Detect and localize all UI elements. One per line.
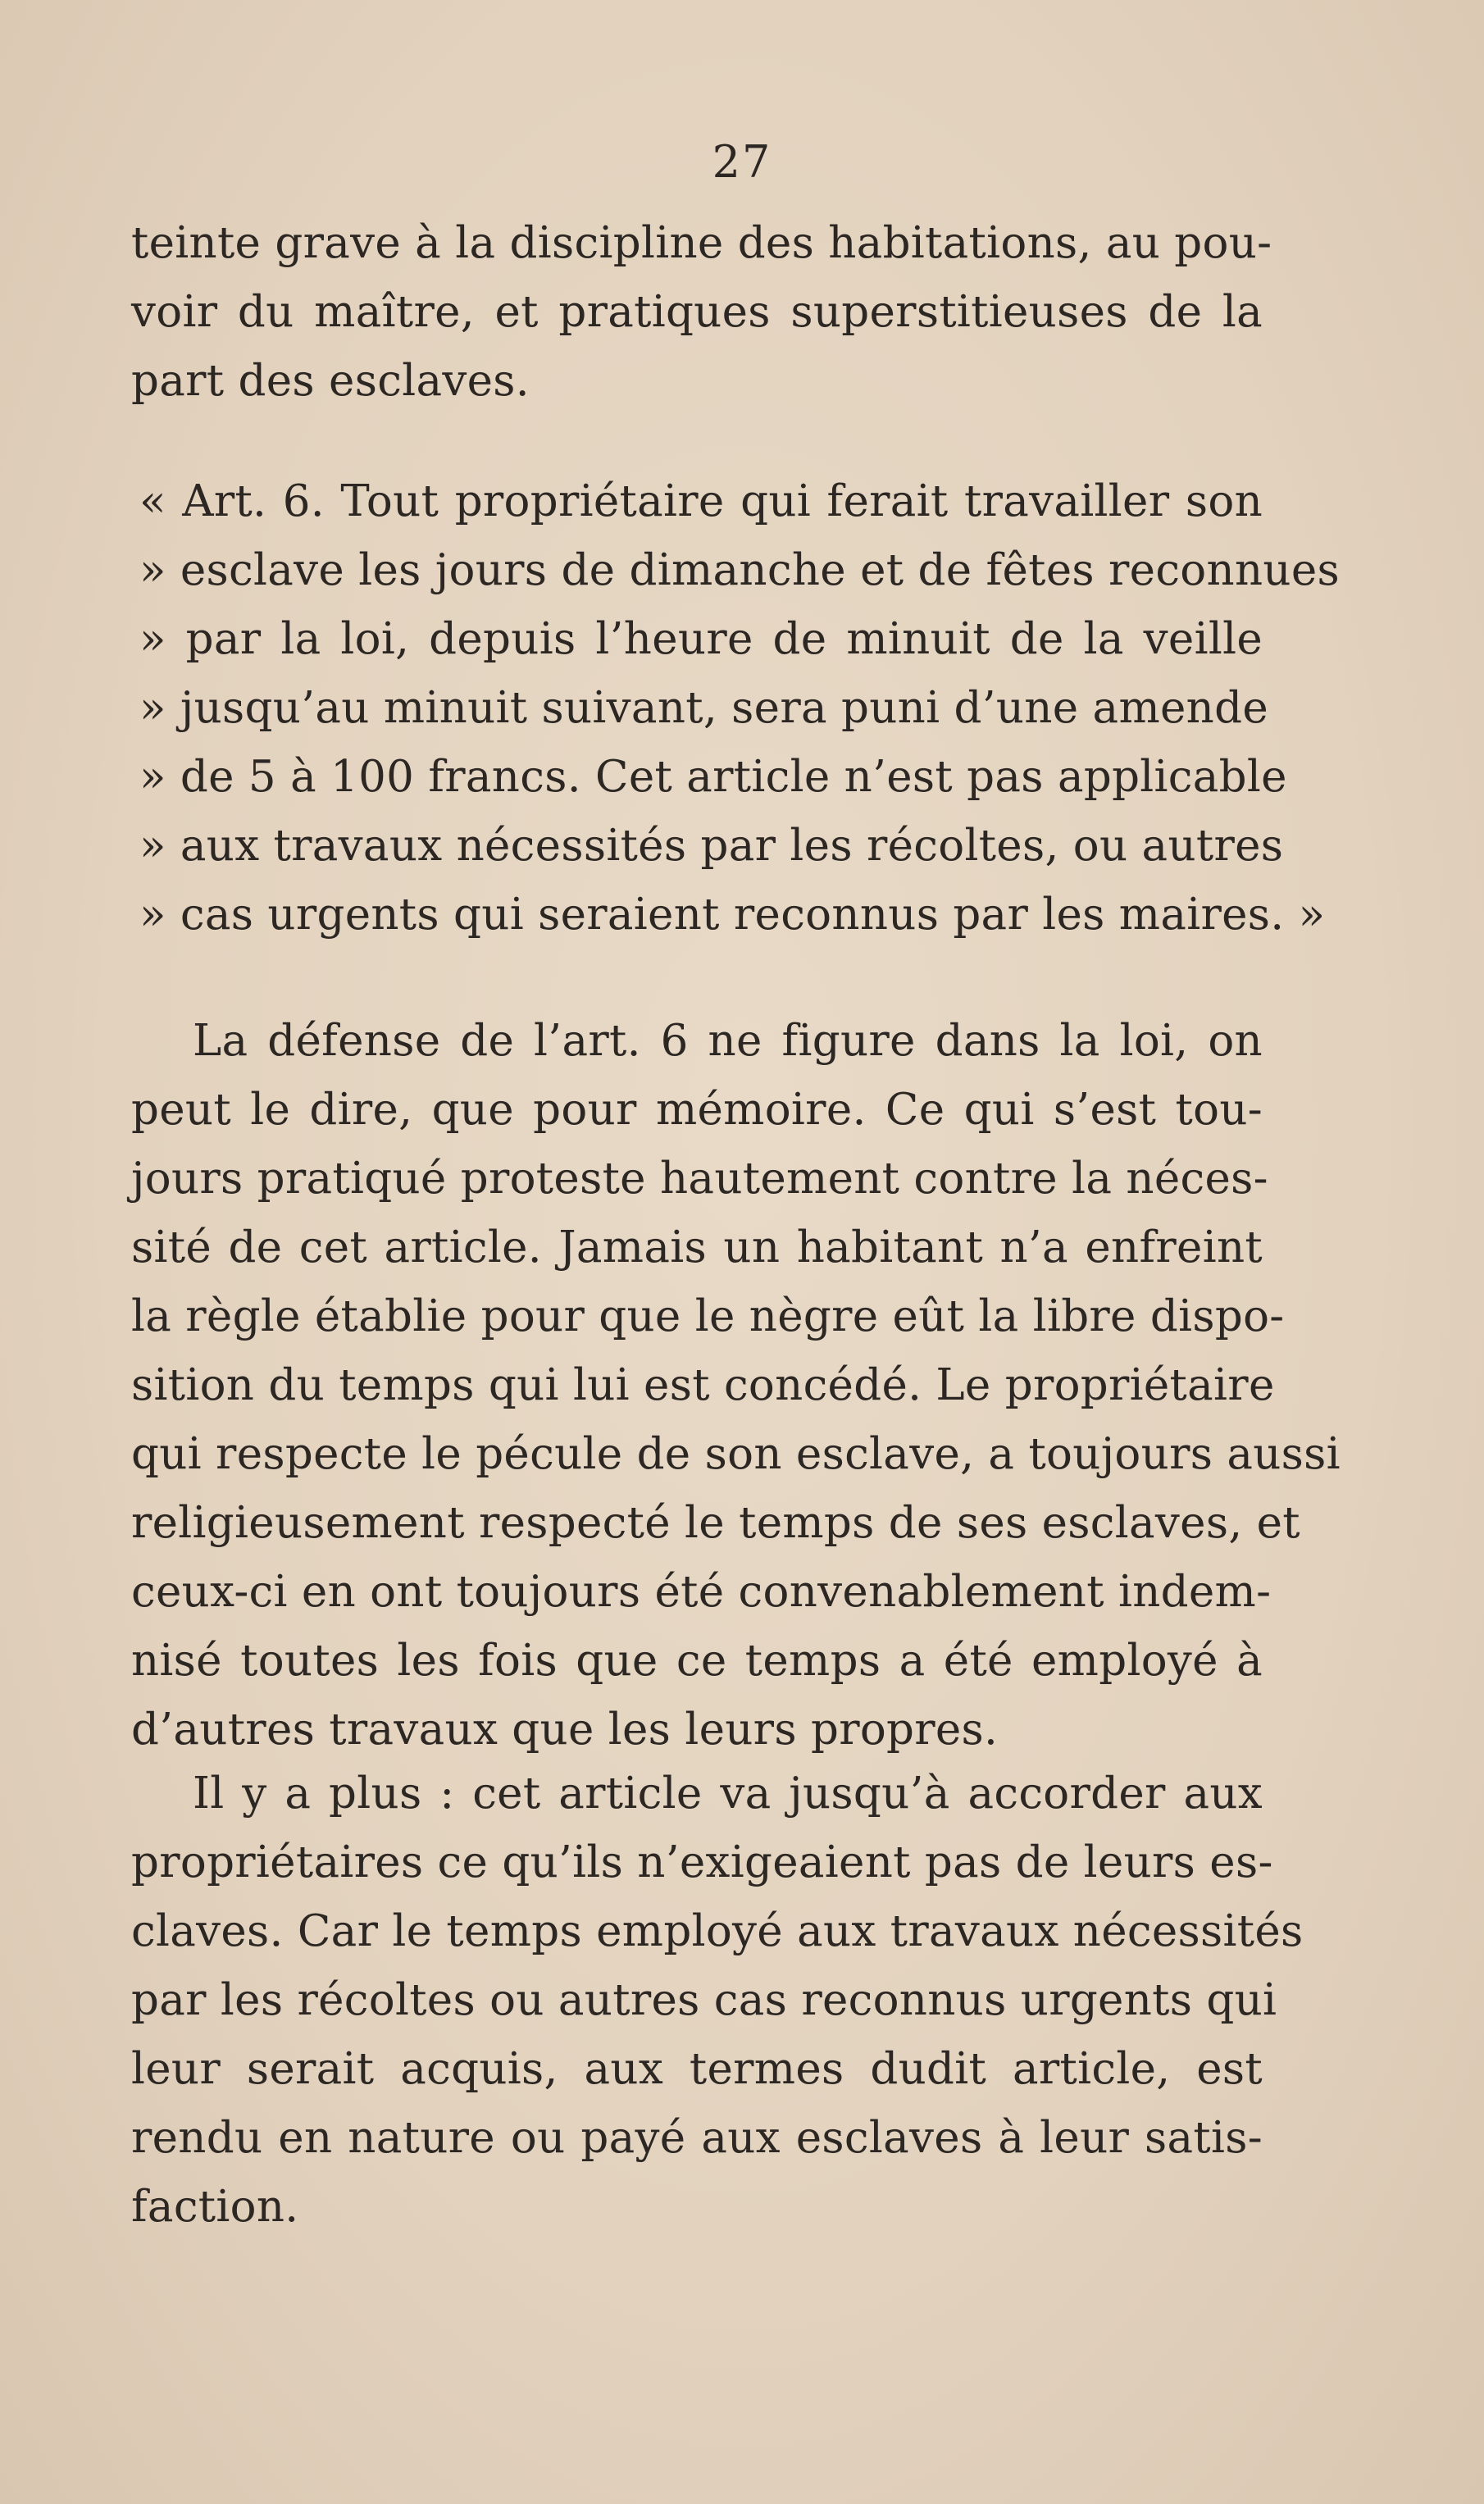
text-line: rendu en nature ou payé aux esclaves à leur satis-	[131, 2113, 1263, 2163]
text-line: sition du temps qui lui est concédé. Le propriétaire	[131, 1360, 1275, 1410]
page-number: 27	[712, 136, 772, 188]
text-line: par les récoltes ou autres cas reconnus urgents qui	[131, 1975, 1277, 2025]
text-line: jours pratiqué proteste hautement contre la néces-	[131, 1154, 1268, 1204]
text-line: « Art. 6. Tout propriétaire qui ferait travailler son	[139, 476, 1263, 526]
text-line: claves. Car le temps employé aux travaux nécessités	[131, 1906, 1304, 1956]
text-line: voir du maître, et pratiques superstitieuses de la	[131, 287, 1263, 337]
text-line: faction.	[131, 2182, 299, 2232]
text-line: propriétaires ce qu’ils n’exigeaient pas de leurs es-	[131, 1837, 1273, 1887]
text-line: ceux-ci en ont toujours été convenablement indem-	[131, 1567, 1272, 1617]
text-line: Il y a plus : cet article va jusqu’à accorder aux	[193, 1769, 1263, 1819]
paragraph-2	[131, 1007, 1341, 1764]
quoted-article	[131, 467, 1340, 949]
text-line: d’autres travaux que les leurs propres.	[131, 1705, 999, 1755]
text-line: » aux travaux nécessités par les récoltes, ou autres	[139, 821, 1284, 871]
text-line: » esclave les jours de dimanche et de fêtes reconnues	[139, 545, 1340, 595]
paragraph-3	[131, 1760, 1304, 2242]
text-line: » de 5 à 100 francs. Cet article n’est pas applicable	[139, 752, 1287, 802]
text-line: nisé toutes les fois que ce temps a été employé à	[131, 1636, 1263, 1686]
text-line: » jusqu’au minuit suivant, sera puni d’une amende	[139, 683, 1268, 733]
text-line: » cas urgents qui seraient reconnus par les maires. »	[139, 890, 1326, 940]
text-line: la règle établie pour que le nègre eût la libre dispo-	[131, 1291, 1285, 1341]
text-line: sité de cet article. Jamais un habitant n’a enfreint	[131, 1222, 1263, 1272]
text-line: » par la loi, depuis l’heure de minuit de la veille	[139, 614, 1263, 664]
text-line: peut le dire, que pour mémoire. Ce qui s’est tou-	[131, 1085, 1263, 1135]
text-line: leur serait acquis, aux termes dudit article, est	[131, 2044, 1263, 2094]
text-line: part des esclaves.	[131, 356, 530, 406]
text-line: La défense de l’art. 6 ne figure dans la loi, on	[193, 1016, 1263, 1066]
text-line: teinte grave à la discipline des habitations, au pou-	[131, 218, 1272, 268]
text-line: religieusement respecté le temps de ses esclaves, et	[131, 1498, 1300, 1548]
paragraph-1	[131, 209, 1272, 416]
text-line: qui respecte le pécule de son esclave, a toujours aussi	[131, 1429, 1341, 1479]
